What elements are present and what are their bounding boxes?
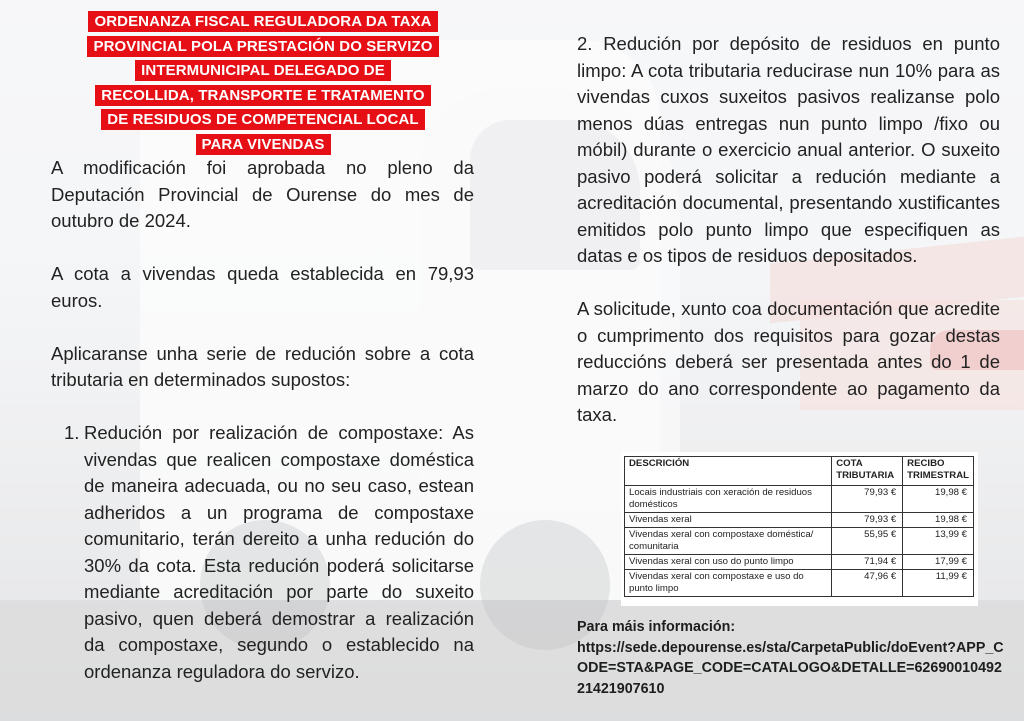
header-cota: COTA TRIBUTARIA <box>832 457 903 486</box>
table-header-row <box>625 457 974 486</box>
row-cota: 55,95 € <box>832 528 903 555</box>
more-info-url: https://sede.depourense.es/sta/CarpetaPublic/doEvent?APP_CODE=STA&PAGE_CODE=CATALOGO&DETALLE=6269001049221421907610 <box>577 639 1004 697</box>
table-row <box>625 555 974 570</box>
row-description: Vivendas xeral con uso do punto limpo <box>625 555 832 570</box>
compost-reduction-text: Redución por realización de compostaxe: As vivendas que realicen compostaxe doméstica de maneira adecuada, ou no seu caso, estean adheridos a un programa de compostaxe comunitario, terán dereito a unha redución do 30% da cota. Esta redución poderá solicitarse mediante acreditación por parte do suxeito pasivo, quen deberá demostrar a realización da compostaxe, segundo o establecido na ordenanza reguladora do servizo. <box>84 422 474 682</box>
row-cota: 47,96 € <box>832 570 903 597</box>
right-column <box>577 31 1000 429</box>
more-info-block <box>577 617 1007 699</box>
table-row <box>625 570 974 597</box>
table-row <box>625 528 974 555</box>
table-row <box>625 486 974 513</box>
row-description: Vivendas xeral con compostaxe e uso do punto limpo <box>625 570 832 597</box>
title-line: INTERMUNICIPAL DELEGADO DE <box>135 60 391 81</box>
application-paragraph: A solicitude, xunto coa documentación que acredite o cumprimento dos requisitos para gozar destas reduccións deberá ser presentada antes do 1 de marzo do ano correspondente ao pagamento da taxa. <box>577 298 1000 425</box>
row-cota: 71,94 € <box>832 555 903 570</box>
title-line: ORDENANZA FISCAL REGULADORA DA TAXA <box>88 11 437 32</box>
title-line: DE RESIDUOS DE COMPETENCIAL LOCAL <box>101 109 424 130</box>
more-info-label: Para máis información: <box>577 619 736 635</box>
fees-table-image <box>621 452 978 606</box>
row-recibo: 19,98 € <box>903 486 974 513</box>
row-recibo: 13,99 € <box>903 528 974 555</box>
list-item-number: 1. <box>64 422 80 443</box>
punto-limpo-reduction-text: 2. Redución por depósito de residuos en punto limpo: A cota tributaria reducirase nun 10% para as vivendas cuxos suxeitos pasivos realizanse polo menos dúas entregas nun punto limpo /fixo ou móbil) durante o exercicio anual anterior. O suxeito pasivo poderá solicitar a redución mediante a acreditación documental, presentando xustificantes emitidos polo punto limpo que especifiquen as datas e os tipos de residuos depositados. <box>577 33 1000 266</box>
header-recibo: RECIBO TRIMESTRAL <box>903 457 974 486</box>
quota-paragraph: A cota a vivendas queda establecida en 79,93 euros. <box>51 263 474 311</box>
row-cota: 79,93 € <box>832 513 903 528</box>
reductions-list <box>51 420 474 685</box>
fees-table <box>624 456 974 597</box>
title-banner <box>82 10 444 157</box>
list-item <box>51 420 474 685</box>
row-cota: 79,93 € <box>832 486 903 513</box>
row-description: Vivendas xeral con compostaxe doméstica/ comunitaria <box>625 528 832 555</box>
table-row <box>625 513 974 528</box>
left-column <box>51 155 474 685</box>
title-line: PROVINCIAL POLA PRESTACIÓN DO SERVIZO <box>87 36 438 57</box>
title-line: RECOLLIDA, TRANSPORTE E TRATAMENTO <box>95 85 430 106</box>
approval-paragraph: A modificación foi aprobada no pleno da Deputación Provincial de Ourense do mes de outubro de 2024. <box>51 157 474 231</box>
row-description: Vivendas xeral <box>625 513 832 528</box>
title-line: PARA VIVENDAS <box>196 134 331 155</box>
row-recibo: 17,99 € <box>903 555 974 570</box>
row-description: Locais industriais con xeración de residuos domésticos <box>625 486 832 513</box>
reductions-intro: Aplicaranse unha serie de redución sobre a cota tributaria en determinados supostos: <box>51 342 474 390</box>
row-recibo: 19,98 € <box>903 513 974 528</box>
header-description: DESCRICIÓN <box>625 457 832 486</box>
row-recibo: 11,99 € <box>903 570 974 597</box>
